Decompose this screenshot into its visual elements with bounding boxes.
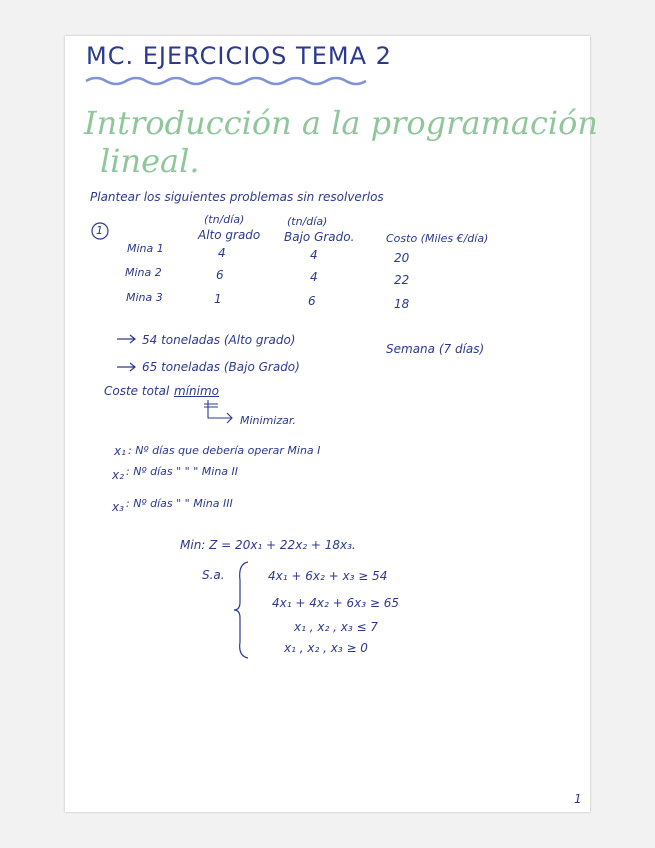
variable-x2-desc: : Nº días " " " Mina II <box>126 465 239 478</box>
column-header-alto-grado: Alto grado <box>198 228 261 242</box>
minimize-label: Minimizar. <box>240 414 296 427</box>
constraint-1: 4x₁ + 6x₂ + x₃ ≥ 54 <box>268 569 388 583</box>
unit-label-alto: (tn/día) <box>204 213 245 226</box>
cell-mina1-alto: 4 <box>218 246 226 260</box>
row-label-mina-3: Mina 3 <box>126 291 163 304</box>
cell-mina1-costo: 20 <box>394 251 410 265</box>
unit-label-bajo: (tn/día) <box>287 215 328 228</box>
subtitle-line-1: Introducción a la programación <box>84 104 598 142</box>
column-header-costo: Costo (Miles €/día) <box>386 232 489 245</box>
row-label-mina-1: Mina 1 <box>127 242 164 255</box>
cell-mina1-bajo: 4 <box>310 248 318 262</box>
subject-to-label: S.a. <box>202 568 225 582</box>
cell-mina3-costo: 18 <box>394 297 410 311</box>
title-underline-wave <box>84 74 384 88</box>
demand-bajo-grado: 65 toneladas (Bajo Grado) <box>142 360 300 374</box>
variable-x3-desc: : Nº días " " Mina III <box>126 497 233 510</box>
cell-mina2-alto: 6 <box>216 268 224 282</box>
problem-number: 1 <box>96 224 103 237</box>
subtitle-line-2: lineal. <box>100 142 200 180</box>
period-label: Semana (7 días) <box>386 342 485 356</box>
bent-arrow-icon <box>204 398 238 424</box>
arrow-icon <box>116 362 138 372</box>
row-label-mina-2: Mina 2 <box>125 266 162 279</box>
instruction-text: Plantear los siguientes problemas sin resolverlos <box>90 190 384 204</box>
cost-minimum: mínimo <box>174 384 219 398</box>
cell-mina2-bajo: 4 <box>310 270 318 284</box>
constraint-3: x₁ , x₂ , x₃ ≤ 7 <box>294 620 378 634</box>
column-header-bajo-grado: Bajo Grado. <box>284 230 355 244</box>
cell-mina3-bajo: 6 <box>308 294 316 308</box>
cost-label: Coste total <box>104 384 170 398</box>
variable-x2-name: x₂ <box>112 468 124 482</box>
variable-x1-name: x₁ <box>114 444 126 458</box>
page-number: 1 <box>574 792 582 806</box>
constraints-brace <box>232 560 252 660</box>
constraint-2: 4x₁ + 4x₂ + 6x₃ ≥ 65 <box>272 596 399 610</box>
page-title: MC. EJERCICIOS TEMA 2 <box>86 42 392 70</box>
cell-mina3-alto: 1 <box>214 292 222 306</box>
variable-x3-name: x₃ <box>112 500 124 514</box>
variable-x1-desc: : Nº días que debería operar Mina I <box>128 444 321 457</box>
constraint-4: x₁ , x₂ , x₃ ≥ 0 <box>284 641 368 655</box>
arrow-icon <box>116 334 138 344</box>
objective-function: Min: Z = 20x₁ + 22x₂ + 18x₃. <box>180 538 356 552</box>
cell-mina2-costo: 22 <box>394 273 410 287</box>
demand-alto-grado: 54 toneladas (Alto grado) <box>142 333 296 347</box>
